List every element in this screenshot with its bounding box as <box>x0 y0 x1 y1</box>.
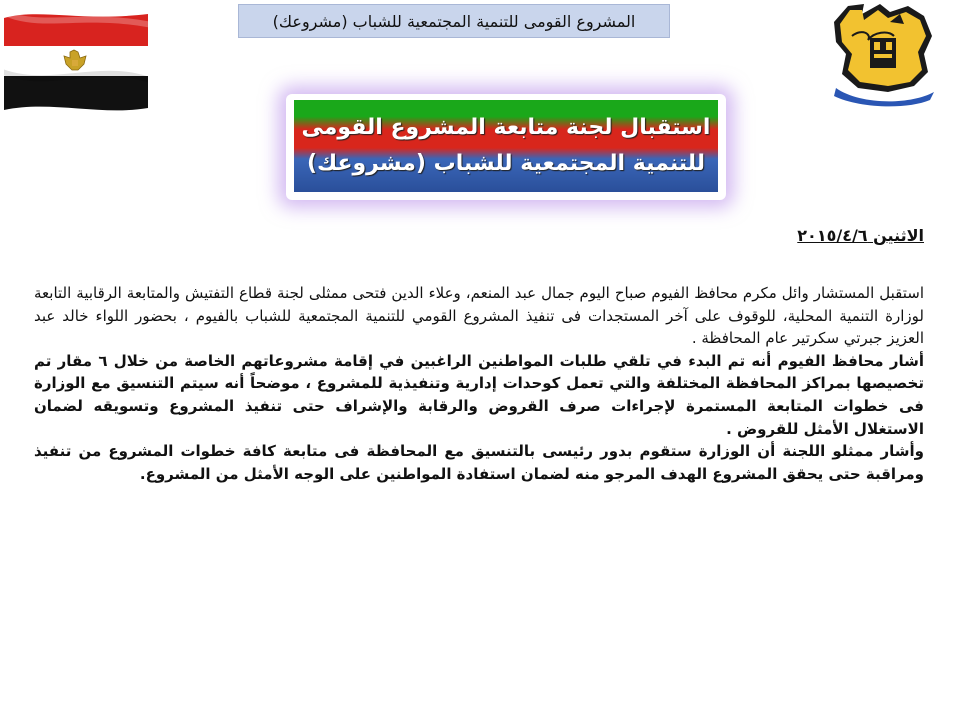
header-banner-text: المشروع القومى للتنمية المجتمعية للشباب (مشروعك) <box>272 11 636 31</box>
article-body <box>34 282 924 485</box>
article-paragraph-1: استقبل المستشار وائل مكرم محافظ الفيوم صباح اليوم جمال عبد المنعم، وعلاء الدين فتحى ممثلى لجنة قطاع التفتيش والمتابعة الرقابية التابعة لوزارة التنمية المحلية، للوقوف على آخر المستجدات فى تنفيذ المشروع القومي للتنمية المجتمعية للشباب بالفيوم ، بحضور اللواء خالد عبد العزيز جبرتي سكرتير عام المحافظة . <box>34 284 924 348</box>
article-paragraph-3: وأشار ممثلو اللجنة أن الوزارة ستقوم بدور رئيسى بالتنسيق مع المحافظة فى متابعة كافة خطوات المشروع من تنفيذ ومراقبة حتى يحقق المشروع الهدف المرجو منه لضمان استفادة المواطنين على الوجه الأمثل من المشروع. <box>34 442 924 483</box>
project-logo-icon <box>828 2 940 108</box>
header-banner <box>238 4 670 38</box>
page-title-line-1: استقبال لجنة متابعة المشروع القومى <box>301 115 711 140</box>
article-date: الاثنين ٢٠١٥/٤/٦ <box>797 226 924 245</box>
page-title-line-2: للتنمية المجتمعية للشباب (مشروعك) <box>306 151 706 176</box>
article-paragraph-2: أشار محافظ الفيوم أنه تم البدء في تلقي طلبات المواطنين الراغبين في إقامة مشروعاتهم الخاصة من خلال ٦ مقار تم تخصيصها بمراكز المحافظة المختلفة والتي تعمل كوحدات إدارية وتنفيذية للمشروع ، موضحاً أنه سيتم التنسيق مع الوزارة فى خطوات المتابعة المستمرة لإجراءات صرف القروض والرقابة والإشراف حتى تنفيذ المشروع وتسويقه لضمان الاستغلال الأمثل للقروض . <box>34 351 924 438</box>
egypt-flag-icon <box>0 8 152 114</box>
page-title <box>294 100 718 192</box>
